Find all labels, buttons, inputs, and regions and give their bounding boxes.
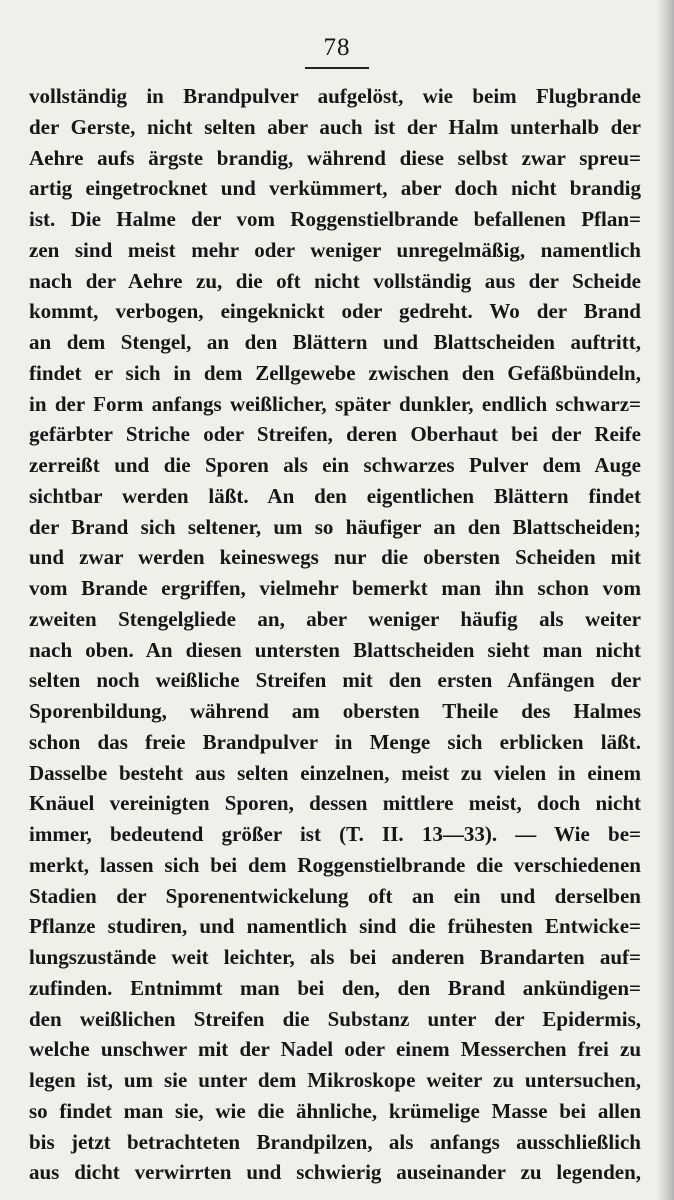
text-line: immer, bedeutend größer ist (T. II. 13—33). — Wie be= [29, 822, 641, 846]
text-line: selten noch weißliche Streifen mit den ersten Anfängen der [29, 668, 641, 693]
text-line: legen ist, um sie unter dem Mikroskope weiter zu untersuchen, [29, 1068, 641, 1092]
page-number: 78 [323, 34, 351, 61]
text-line: Dasselbe besteht aus selten einzelnen, meist zu vielen in einem [29, 760, 641, 785]
text-line: aus dicht verwirrten und schwierig auseinander zu legenden, [29, 1160, 641, 1185]
text-line: zufinden. Entnimmt man bei den, den Brand ankündigen= [29, 975, 641, 1000]
page-number-rule [305, 67, 369, 69]
text-line: zen sind meist mehr oder weniger unregelmäßig, namentlich [29, 237, 641, 262]
text-line: nach oben. An diesen untersten Blattscheiden sieht man nicht [29, 637, 641, 662]
text-line: in der Form anfangs weißlicher, später dunkler, endlich schwarz= [29, 391, 641, 416]
body-text [29, 81, 641, 1188]
text-line: zweiten Stengelgliede an, aber weniger häufig als weiter [29, 606, 641, 631]
text-line: vollständig in Brandpulver aufgelöst, wie beim Flugbrande [29, 84, 641, 108]
text-line: der Brand sich seltener, um so häufiger an den Blattscheiden; [29, 514, 641, 539]
text-line: kommt, verbogen, eingeknickt oder gedreht. Wo der Brand [29, 299, 641, 324]
text-line: merkt, lassen sich bei dem Roggenstielbrande die verschiedenen [29, 852, 641, 877]
text-line: schon das freie Brandpulver in Menge sich erblicken läßt. [29, 729, 641, 754]
page-edge-shadow [656, 0, 674, 1200]
text-line: den weißlichen Streifen die Substanz unter der Epidermis, [29, 1006, 641, 1031]
text-line: nach der Aehre zu, die oft nicht vollständig aus der Scheide [29, 268, 641, 293]
text-line: Knäuel vereinigten Sporen, dessen mittlere meist, doch nicht [29, 791, 641, 816]
text-line: der Gerste, nicht selten aber auch ist der Halm unterhalb der [29, 114, 641, 139]
text-line: welche unschwer mit der Nadel oder einem Messerchen frei zu [29, 1037, 641, 1062]
text-line: gefärbter Striche oder Streifen, deren Oberhaut bei der Reife [29, 422, 641, 447]
text-line: Aehre aufs ärgste brandig, während diese selbst zwar spreu= [29, 145, 641, 170]
text-line: Pflanze studiren, und namentlich sind die frühesten Entwicke= [29, 914, 641, 939]
text-line: bis jetzt betrachteten Brandpilzen, als anfangs ausschließlich [29, 1129, 641, 1154]
text-line: Sporenbildung, während am obersten Theile des Halmes [29, 699, 641, 723]
text-line: so findet man sie, wie die ähnliche, krümelige Masse bei allen [29, 1098, 641, 1123]
text-line: artig eingetrocknet und verkümmert, aber doch nicht brandig [29, 176, 641, 201]
text-line: ist. Die Halme der vom Roggenstielbrande befallenen Pflan= [29, 207, 641, 231]
text-line: findet er sich in dem Zellgewebe zwischen den Gefäßbündeln, [29, 360, 641, 385]
text-line: und zwar werden keineswegs nur die obersten Scheiden mit [29, 545, 641, 570]
text-line: vom Brande ergriffen, vielmehr bemerkt man ihn schon vom [29, 576, 641, 600]
text-line: sichtbar werden läßt. An den eigentlichen Blättern findet [29, 483, 641, 508]
text-line: zerreißt und die Sporen als ein schwarzes Pulver dem Auge [29, 453, 641, 477]
text-line: Stadien der Sporenentwickelung oft an ein und derselben [29, 883, 641, 908]
text-line: lungszustände weit leichter, als bei anderen Brandarten auf= [29, 945, 641, 969]
text-line: an dem Stengel, an den Blättern und Blattscheiden auftritt, [29, 330, 641, 354]
